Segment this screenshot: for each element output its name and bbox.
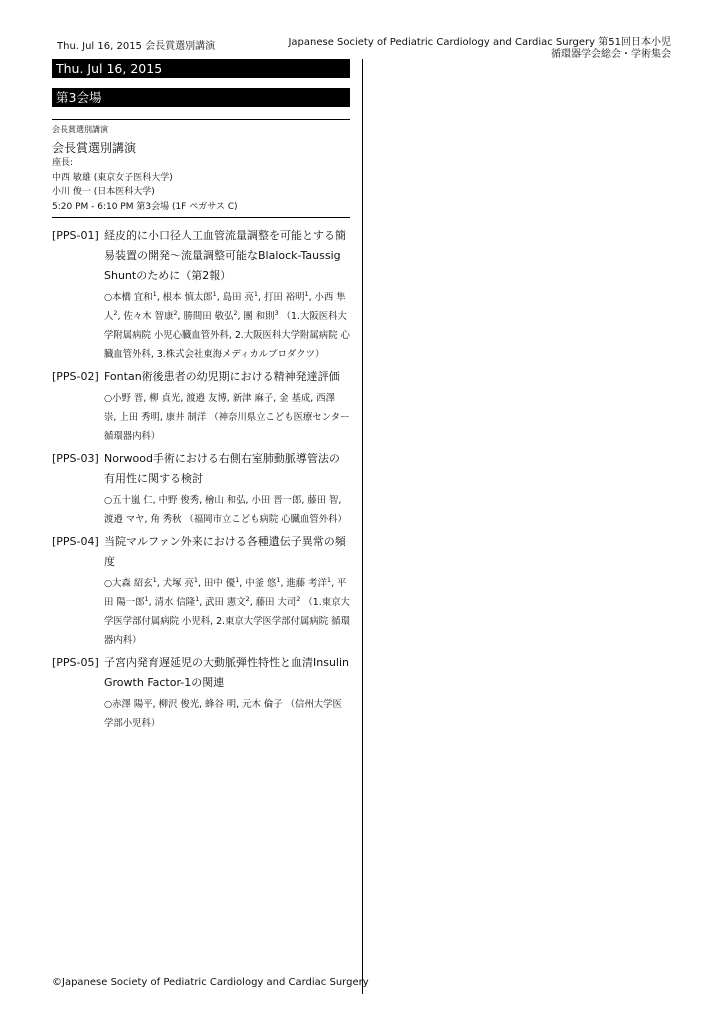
- running-header-right-line1: Japanese Society of Pediatric Cardiology and Cardiac Surgery 第51回日本小児: [288, 37, 671, 48]
- running-header-right: [288, 37, 671, 61]
- session-time-place: 5:20 PM - 6:10 PM 第3会場 (1F ペガサス C): [52, 201, 238, 212]
- date-bar: Thu. Jul 16, 2015: [52, 59, 350, 78]
- presentation-authors: ○大森 紹玄$^1$, 犬塚 亮$^1$, 田中 優$^1$, 中釜 悠$^1$, 進藤 考洋$^1$, 平田 陽一郎$^1$, 清水 信隆$^1$, 武田 憲文$^2$, 藤田 大司$^2$ （1.東京大学医学部付属病院 小児科, 2.東京大学医学部付属病院 循環器内科）: [104, 575, 350, 646]
- presentation-list: [52, 226, 350, 733]
- chair-2: 小川 俊一 (日本医科大学): [52, 187, 155, 197]
- chair-1: 中西 敏雄 (東京女子医科大学): [52, 172, 173, 183]
- presentation-title[interactable]: [52, 653, 350, 693]
- presentation-title[interactable]: [52, 532, 350, 572]
- running-header-left: Thu. Jul 16, 2015 会長賞選別講演: [57, 41, 216, 52]
- presentation-entry: [52, 653, 350, 733]
- presentation-code: [PPS-05]: [52, 656, 99, 669]
- chairs-label: 座長:: [52, 158, 74, 168]
- presentation-authors: ○五十嵐 仁, 中野 俊秀, 檜山 和弘, 小田 晋一郎, 藤田 智, 渡邉 マヤ, 角 秀秋 （福岡市立こども病院 心臓血管外科）: [104, 495, 347, 525]
- divider-line: [52, 119, 350, 120]
- presentation-title-text: 経皮的に小口径人工血管流量調整を可能とする簡易装置の開発～流量調整可能なBlalock-Taussig Shuntのために（第2報）: [104, 229, 346, 282]
- presentation-entry: [52, 532, 350, 650]
- presentation-title-text: 当院マルファン外来における各種遺伝子異常の頻度: [104, 535, 346, 568]
- presentation-authors: ○赤澤 陽平, 柳沢 俊光, 蜂谷 明, 元木 倫子 （信州大学医学部小児科）: [104, 699, 342, 729]
- presentation-code: [PPS-04]: [52, 535, 99, 548]
- presentation-title[interactable]: [52, 449, 350, 489]
- presentation-title-text: Fontan術後患者の幼児期における精神発達評価: [104, 370, 340, 383]
- session-category: 会長賞選別講演: [52, 125, 108, 134]
- presentation-code: [PPS-03]: [52, 452, 99, 465]
- running-header-right-line2: 循環器学会総会・学術集会: [551, 49, 671, 60]
- presentation-title[interactable]: [52, 226, 350, 286]
- copyright-footer: ©Japanese Society of Pediatric Cardiology and Cardiac Surgery: [52, 977, 369, 988]
- divider-line: [52, 217, 350, 218]
- presentation-entry: [52, 367, 350, 446]
- presentation-title-text: 子宮内発育遅延児の大動脈弾性特性と血清Insulin Growth Factor-1の関連: [104, 656, 350, 689]
- column-divider: [362, 59, 363, 994]
- presentation-entry: [52, 449, 350, 529]
- presentation-authors: ○本橋 宜和$^1$, 根本 慎太郎$^1$, 島田 亮$^1$, 打田 裕明$^1$, 小西 隼人$^2$, 佐々木 智康$^2$, 勝間田 敬弘$^2$, 團 和則$^3$ （1.大阪医科大学附属病院 小児心臓血管外科, 2.大阪医科大学附属病院 心臓血管外科, 3.株式会社東海メディカルプロダクツ）: [104, 289, 350, 360]
- room-bar: 第3会場: [52, 88, 350, 107]
- presentation-code: [PPS-01]: [52, 229, 99, 242]
- presentation-code: [PPS-02]: [52, 370, 99, 383]
- presentation-entry: [52, 226, 350, 364]
- presentation-authors: ○小野 晋, 柳 貞光, 渡邉 友博, 新津 麻子, 金 基成, 西澤 崇, 上田 秀明, 康井 制洋 （神奈川県立こども医療センター 循環器内科）: [104, 393, 350, 442]
- presentation-title-text: Norwood手術における右側右室肺動脈導管法の有用性に関する検討: [104, 452, 340, 485]
- left-column: [52, 59, 350, 733]
- presentation-title[interactable]: [52, 367, 350, 387]
- session-title: 会長賞選別講演: [52, 141, 137, 155]
